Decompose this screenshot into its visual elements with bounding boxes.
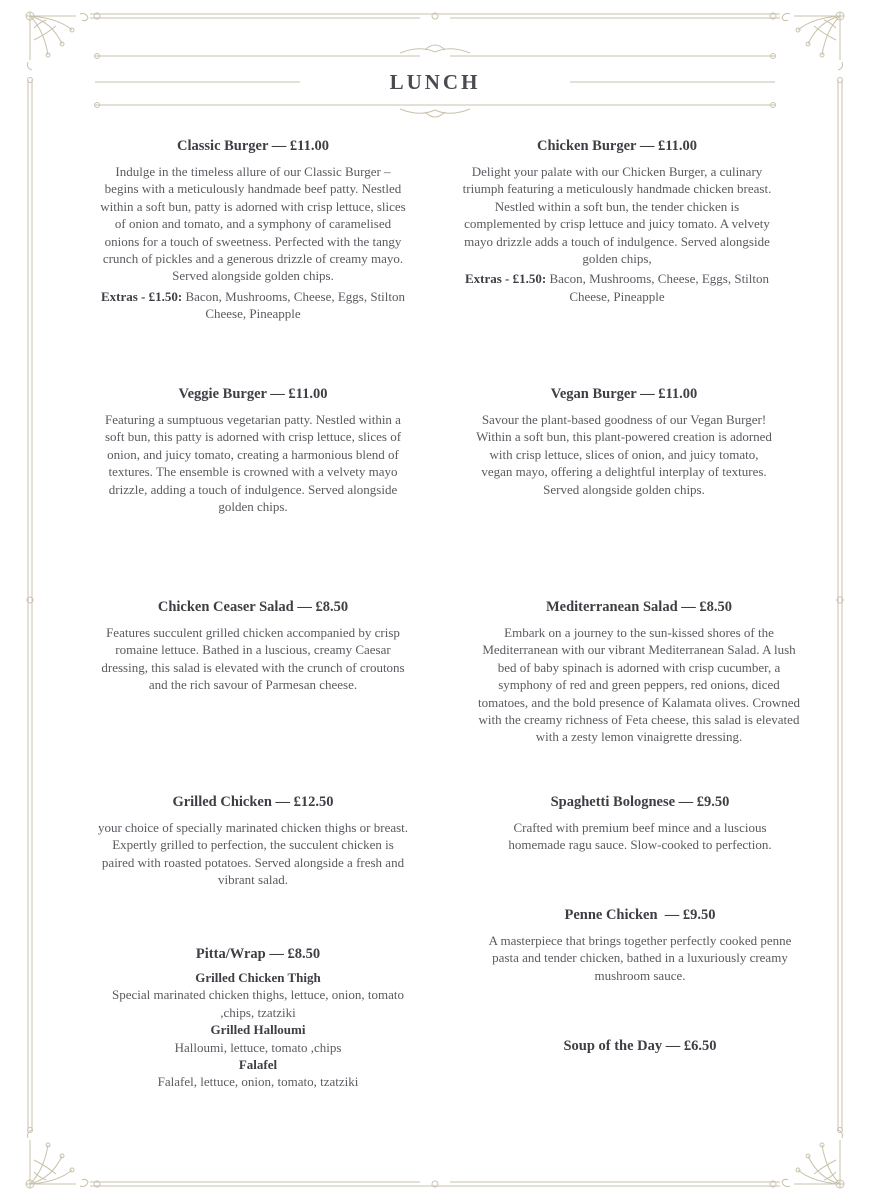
item-description: A masterpiece that brings together perfectly cooked penne pasta and tender chicken, bathed in a luxuriously creamy mushroom sauce. [488,933,792,983]
item-title: Veggie Burger — £11.00 [178,386,328,402]
option-description: Falafel, lettuce, onion, tomato, tzatziki [157,1074,359,1090]
item-title: Chicken Ceaser Salad — £8.50 [157,599,349,615]
menu-item-vegan-burger [474,386,774,498]
extras-list: Bacon, Mushrooms, Cheese, Eggs, Stilton Cheese, Pineapple [546,271,770,304]
item-description: Features succulent grilled chicken accompanied by crisp romaine lettuce. Bathed in a luscious, creamy Caesar dressing, this salad is elevated with the crunch of croutons and the rich savour of Parmesan cheese. [101,625,405,693]
option-title: Falafel [238,1057,278,1073]
menu-item-veggie-burger [97,386,409,515]
menu-item-chicken-caesar-salad [97,599,409,694]
menu-item-penne-chicken [484,907,796,984]
item-extras [461,270,773,305]
menu-item-pitta-wrap [97,946,419,1091]
item-title: Grilled Chicken — £12.50 [172,794,334,810]
menu-item-soup-of-the-day [484,1038,796,1063]
menu-item-classic-burger [97,138,409,323]
item-description: Featuring a sumptuous vegetarian patty. Nestled within a soft bun, this patty is adorned with crisp lettuce, slices of onion, and juicy tomato, creating a harmonious blend of textures. The ensemble is crowned with a velvety mayo drizzle, adding a touch of indulgence. Served alongside golden chips. [104,412,402,515]
item-title: Spaghetti Bolognese — £9.50 [550,794,730,810]
page-title: LUNCH [389,70,481,94]
menu-item-spaghetti-bolognese [484,794,796,854]
item-description: Delight your palate with our Chicken Burger, a culinary triumph featuring a meticulously handmade chicken breast. Nestled within a soft bun, the tender chicken is complemented by crisp lettuce and juicy tomato. A velvety mayo drizzle adds a touch of indulgence. Served alongside golden chips, [462,164,772,267]
item-description: Crafted with premium beef mince and a luscious homemade ragu sauce. Slow-cooked to perfection. [508,820,772,853]
item-title: Penne Chicken — £9.50 [564,907,716,923]
item-description: Savour the plant-based goodness of our Vegan Burger! Within a soft bun, this plant-powered creation is adorned with crisp lettuce, slices of onion, and juicy tomato, vegan mayo, offering a delightful interplay of textures. Served alongside golden chips. [476,412,772,497]
menu-item-grilled-chicken [97,794,409,889]
item-description: your choice of specially marinated chicken thighs or breast. Expertly grilled to perfection, the succulent chicken is paired with roasted potatoes. Served alongside a fresh and vibrant salad. [97,820,409,888]
menu-item-chicken-burger [461,138,773,305]
option-title: Grilled Halloumi [210,1022,306,1038]
option-title: Grilled Chicken Thigh [195,970,321,985]
option-description: Halloumi, lettuce, tomato ,chips [174,1039,342,1055]
item-title: Soup of the Day — £6.50 [563,1038,717,1054]
menu-item-mediterranean-salad [478,599,800,746]
item-title: Vegan Burger — £11.00 [550,386,698,402]
option-description: Special marinated chicken thighs, lettuce, onion, tomato ,chips, tzatziki [111,987,405,1020]
item-description: Indulge in the timeless allure of our Classic Burger – begins with a meticulously handmade beef patty. Nestled within a soft bun, patty is adorned with crisp lettuce, slices of onion and tomato, and a symphony of caramelised onions for a touch of sweetness. Perfected with the tangy crunch of pickles and a generous drizzle of creamy mayo. Served alongside golden chips. [100,164,406,284]
item-title: Classic Burger — £11.00 [177,138,329,154]
item-description: Embark on a journey to the sun-kissed shores of the Mediterranean with our vibrant Mediterranean Salad. A lush bed of baby spinach is adorned with crisp cucumber, a symphony of red and green peppers, red onions, diced tomatoes, and the bold presence of Kalamata olives. Crowned with the creamy richness of Feta cheese, this salad is elevated with a zesty lemon vinaigrette dressing. [478,625,801,745]
item-title: Pitta/Wrap — £8.50 [195,946,321,962]
item-title: Chicken Burger — £11.00 [536,138,698,154]
item-extras [97,288,409,323]
extras-label: Extras - £1.50: [464,271,547,287]
item-title: Mediterranean Salad — £8.50 [545,599,733,615]
extras-list: Bacon, Mushrooms, Cheese, Eggs, Stilton Cheese, Pineapple [182,288,406,322]
extras-label: Extras - £1.50: [100,288,183,304]
